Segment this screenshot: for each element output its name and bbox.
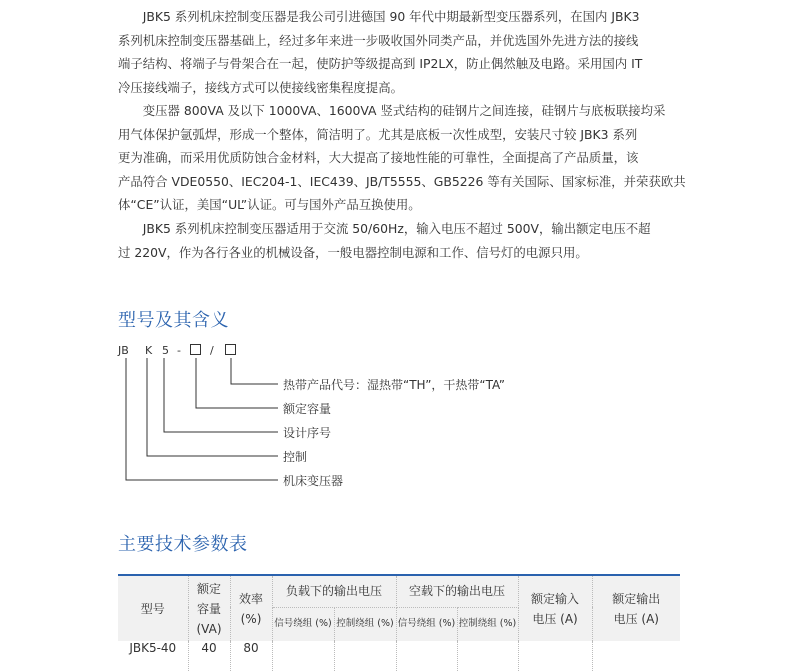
cell-efficiency: 80 bbox=[230, 641, 272, 671]
cell-capacity: 40 bbox=[188, 641, 230, 671]
spec-section-title: 主要技术参数表 bbox=[118, 534, 248, 555]
header-load-voltage: 负载下的输出电压 bbox=[272, 575, 396, 607]
text-line: 更为准确，而采用优质防蚀合金材料，大大提高了接地性能的可靠性，全面提高了产品质量，该 bbox=[118, 150, 639, 166]
text-line: 体“CE”认证，美国“UL”认证。可与国外产品互换使用。 bbox=[118, 197, 421, 213]
table-row bbox=[118, 641, 680, 671]
model-section-title: 型号及其含义 bbox=[118, 310, 229, 331]
connector-design bbox=[164, 358, 278, 432]
code-jb: JB bbox=[118, 344, 129, 357]
legend-machine: 机床变压器 bbox=[283, 474, 344, 488]
connector-control bbox=[147, 358, 278, 456]
intro-paragraph-1 bbox=[118, 5, 684, 99]
text-line: 产品符合 VDE0550、IEC204-1、IEC439、JB/T5555、GB5226 等有关国际、国家标准，并荣获欧共 bbox=[118, 173, 686, 189]
cell-model: JBK5-40 bbox=[118, 641, 188, 671]
text-line: 端子结构、将端子与骨架合在一起，使防护等级提高到 IP2LX，防止偶然触及电路。采用国内 IT bbox=[118, 56, 643, 72]
cell-load-control bbox=[334, 641, 396, 671]
header-rated-output-line: 电压 (A) bbox=[613, 611, 659, 626]
connector-machine bbox=[126, 358, 278, 480]
header-capacity bbox=[188, 575, 230, 641]
cell-output bbox=[592, 641, 680, 671]
header-load-signal: 信号绕组 (%) bbox=[272, 607, 334, 641]
code-capacity-box bbox=[190, 344, 201, 355]
header-capacity-line: 容量 bbox=[196, 601, 221, 616]
table-header-row bbox=[118, 575, 680, 607]
intro-paragraph-3 bbox=[118, 217, 684, 264]
legend-design: 设计序号 bbox=[283, 426, 332, 440]
code-climate-box bbox=[225, 344, 236, 355]
text-line: 用气体保护氩弧焊，形成一个整体，简洁明了。尤其是底板一次性成型，安装尺寸较 JBK3 系列 bbox=[118, 126, 638, 142]
header-rated-output bbox=[592, 575, 680, 641]
header-efficiency-line: 效率 bbox=[238, 591, 263, 606]
cell-input bbox=[518, 641, 592, 671]
header-noload-voltage: 空载下的输出电压 bbox=[396, 575, 518, 607]
cell-load-signal bbox=[272, 641, 334, 671]
spec-table bbox=[118, 574, 680, 671]
text-line: JBK5 系列机床控制变压器适用于交流 50/60Hz，输入电压不超过 500V，输出额定电压不超 bbox=[118, 221, 651, 236]
text-line: 冷压接线端子，接线方式可以使接线密集程度提高。 bbox=[118, 79, 403, 95]
text-line: 变压器 800VA 及以下 1000VA、1600VA 竖式结构的硅钢片之间连接，硅钢片与底板联接均采 bbox=[118, 103, 666, 118]
header-rated-input-line: 电压 (A) bbox=[532, 611, 578, 626]
intro-paragraph-2 bbox=[118, 99, 684, 217]
header-rated-input bbox=[518, 575, 592, 641]
connector-climate bbox=[231, 358, 278, 384]
code-k: K bbox=[145, 344, 153, 357]
code-dash: - bbox=[177, 344, 181, 357]
header-capacity-line: 额定 bbox=[196, 581, 221, 596]
connector-capacity bbox=[196, 358, 278, 408]
header-capacity-line: (VA) bbox=[196, 621, 222, 636]
legend-climate: 热带产品代号：湿热带“TH”，干热带“TA” bbox=[283, 378, 505, 392]
legend-capacity: 额定容量 bbox=[283, 402, 332, 416]
legend-control: 控制 bbox=[283, 450, 308, 464]
header-load-control: 控制绕组 (%) bbox=[334, 607, 396, 641]
text-line: JBK5 系列机床控制变压器是我公司引进德国 90 年代中期最新型变压器系列，在国内 JBK3 bbox=[118, 9, 640, 24]
cell-noload-control bbox=[457, 641, 518, 671]
header-rated-output-line: 额定输出 bbox=[612, 591, 661, 606]
header-efficiency-line: (%) bbox=[240, 611, 262, 626]
header-noload-control: 控制绕组 (%) bbox=[457, 607, 518, 641]
header-model: 型号 bbox=[118, 575, 188, 641]
header-noload-signal: 信号绕组 (%) bbox=[396, 607, 457, 641]
text-line: 系列机床控制变压器基础上，经过多年来进一步吸收国外同类产品，并优选国外先进方法的接线 bbox=[118, 32, 639, 48]
header-rated-input-line: 额定输入 bbox=[531, 591, 580, 606]
cell-noload-signal bbox=[396, 641, 457, 671]
text-line: 过 220V，作为各行各业的机械设备，一般电器控制电源和工作、信号灯的电源只用。 bbox=[118, 244, 588, 260]
code-slash: / bbox=[210, 344, 214, 357]
header-efficiency bbox=[230, 575, 272, 641]
code-5: 5 bbox=[162, 344, 169, 357]
